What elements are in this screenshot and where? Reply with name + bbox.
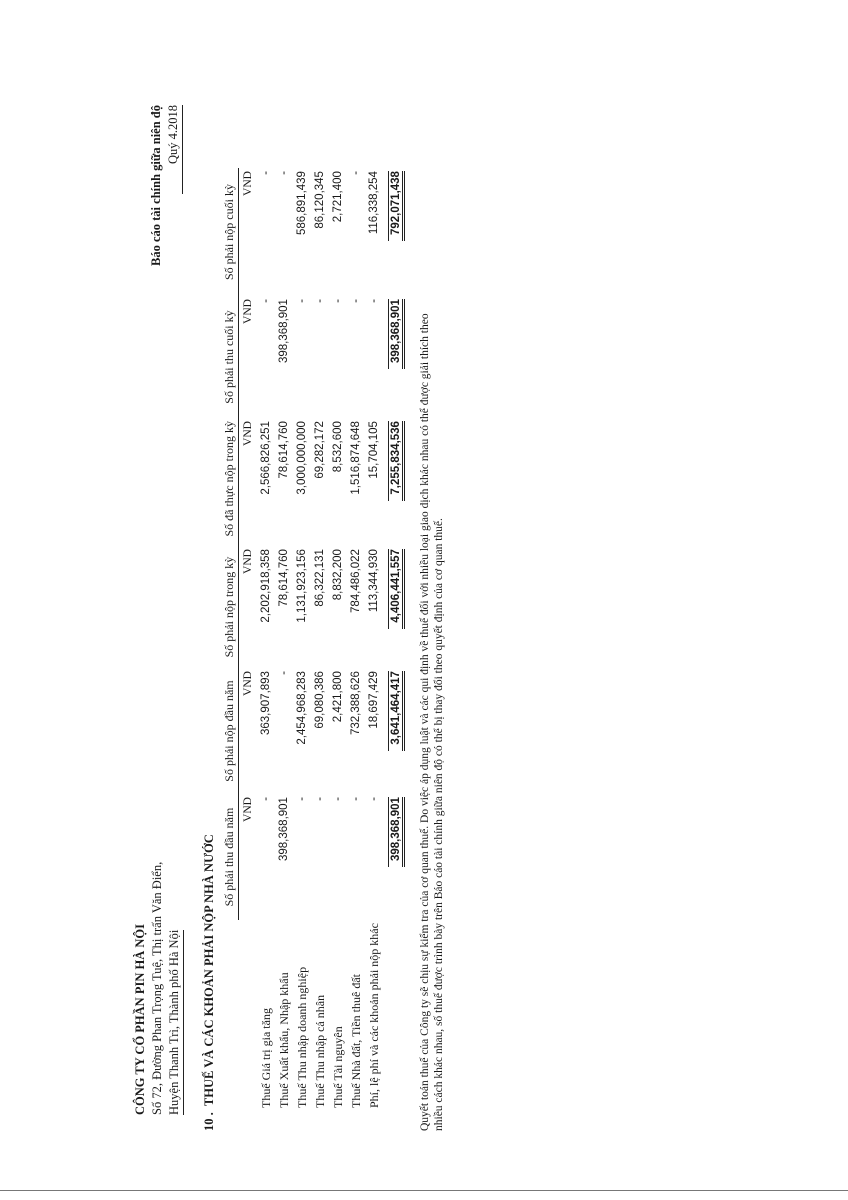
cell: 69,080,386 bbox=[314, 671, 326, 729]
cell: 732,388,626 bbox=[350, 671, 362, 735]
total-cell: 7,255,834,536 bbox=[388, 421, 405, 501]
table-row bbox=[257, 168, 275, 1111]
cell: 69,282,172 bbox=[314, 421, 326, 479]
company-name: CÔNG TY CỔ PHẦN PIN HÀ NỘI bbox=[133, 924, 147, 1115]
row-label: Thuế Giá trị gia tăng bbox=[258, 1008, 273, 1108]
cell: 8,532,600 bbox=[332, 421, 344, 473]
total-cell: 792,071,438 bbox=[388, 171, 405, 241]
cell: 2,721,400 bbox=[332, 171, 344, 223]
cell: - bbox=[350, 171, 362, 175]
cell: 78,614,760 bbox=[278, 549, 290, 607]
company-block bbox=[132, 862, 184, 1115]
table-row bbox=[347, 168, 365, 1111]
cell: 8,832,200 bbox=[332, 549, 344, 601]
unit-label: VND bbox=[239, 296, 258, 418]
note-line: Quyết toán thuế của Công ty sẽ chịu sự kiểm tra của cơ quan thuế. Do việc áp dụng luật và các qui định về thuế đối với nhiều loại giao dịch khác nhau có thể được giải thích theo bbox=[419, 313, 431, 1131]
row-label: Thuế Xuất khẩu, Nhập khẩu bbox=[276, 972, 291, 1108]
section-heading bbox=[202, 834, 217, 1131]
section-number: 10 . bbox=[202, 1112, 216, 1131]
company-address-line2: Huyện Thanh Trì, Thành phố Hà Nội bbox=[166, 930, 184, 1115]
column-header: Số phải nộp trong kỳ bbox=[222, 556, 236, 658]
cell: - bbox=[368, 299, 380, 303]
cell: 1,516,874,648 bbox=[350, 421, 362, 495]
cell: - bbox=[278, 171, 290, 175]
report-title: Báo cáo tài chính giữa niên độ bbox=[149, 105, 163, 266]
total-cell: 3,641,464,417 bbox=[388, 671, 405, 751]
cell: 1,131,923,156 bbox=[296, 549, 308, 623]
cell: - bbox=[278, 671, 290, 675]
note-line: nhiều cách khác nhau, số thuế được trình bày trên Báo cáo tài chính giữa niên độ có thể bị thay đổi theo quyết định của cơ quan thuế. bbox=[433, 518, 445, 1131]
total-cell: 398,368,901 bbox=[388, 797, 405, 867]
totals-row bbox=[383, 168, 405, 1111]
row-label: Phí, lệ phí và các khoản phải nộp khác bbox=[366, 923, 381, 1108]
table-row bbox=[329, 168, 347, 1111]
cell: 86,120,345 bbox=[314, 171, 326, 229]
cell: - bbox=[296, 299, 308, 303]
row-label: Thuế Thu nhập cá nhân bbox=[312, 994, 327, 1108]
cell: 2,566,826,251 bbox=[260, 421, 272, 495]
cell: 784,486,022 bbox=[350, 549, 362, 613]
table-row bbox=[293, 168, 311, 1111]
totals-label-blank bbox=[383, 920, 405, 1111]
cell: 2,202,918,358 bbox=[260, 549, 272, 623]
cell: - bbox=[260, 299, 272, 303]
table-header-row bbox=[218, 168, 239, 1111]
unit-label: VND bbox=[239, 418, 258, 546]
header-blank bbox=[218, 920, 239, 1111]
cell: 398,368,901 bbox=[278, 797, 290, 861]
cell: 116,338,254 bbox=[368, 171, 380, 235]
scan-edge-line bbox=[0, 1190, 848, 1191]
report-block bbox=[148, 105, 183, 266]
cell: - bbox=[332, 299, 344, 303]
company-address-line1: Số 72, Đường Phan Trọng Tuệ, Thị trấn Văn Điển, bbox=[150, 861, 164, 1115]
cell: - bbox=[296, 797, 308, 801]
cell: 86,322,131 bbox=[314, 549, 326, 607]
cell: 3,000,000,000 bbox=[296, 421, 308, 495]
unit-label: VND bbox=[239, 668, 258, 794]
cell: - bbox=[260, 171, 272, 175]
tax-note bbox=[418, 111, 446, 1131]
cell: - bbox=[332, 797, 344, 801]
table-row bbox=[365, 168, 383, 1111]
report-period: Quý 4.2018 bbox=[165, 105, 183, 194]
column-header: Số đã thực nộp trong kỳ bbox=[222, 421, 236, 537]
column-header: Số phải thu cuối kỳ bbox=[222, 310, 236, 404]
total-cell: 398,368,901 bbox=[388, 299, 405, 369]
cell: 363,907,893 bbox=[260, 671, 272, 735]
cell: - bbox=[314, 299, 326, 303]
table-row bbox=[275, 168, 293, 1111]
cell: - bbox=[368, 797, 380, 801]
section-title: THUẾ VÀ CÁC KHOẢN PHẢI NỘP NHÀ NƯỚC bbox=[202, 834, 216, 1107]
unit-label: VND bbox=[239, 546, 258, 668]
cell: 113,344,930 bbox=[368, 549, 380, 613]
cell: 18,697,429 bbox=[368, 671, 380, 729]
unit-label: VND bbox=[239, 794, 258, 920]
row-label: Thuế Tài nguyên bbox=[330, 1026, 345, 1108]
cell: 15,704,105 bbox=[368, 421, 380, 479]
cell: - bbox=[314, 797, 326, 801]
row-label: Thuế Thu nhập doanh nghiệp bbox=[294, 966, 309, 1108]
cell: 2,421,800 bbox=[332, 671, 344, 723]
tax-table bbox=[218, 168, 405, 1111]
total-cell: 4,406,441,557 bbox=[388, 549, 405, 629]
unit-label: VND bbox=[239, 168, 258, 296]
cell: - bbox=[350, 299, 362, 303]
cell: 398,368,901 bbox=[278, 299, 290, 363]
cell: 586,891,439 bbox=[296, 171, 308, 235]
cell: 2,454,968,283 bbox=[296, 671, 308, 745]
rotated-document-page bbox=[122, 95, 482, 1135]
column-header: Số phải nộp cuối kỳ bbox=[222, 184, 236, 281]
cell: - bbox=[350, 797, 362, 801]
unit-row bbox=[239, 168, 258, 1111]
cell: 78,614,760 bbox=[278, 421, 290, 479]
row-label: Thuế Nhà đất, Tiền thuê đất bbox=[348, 974, 363, 1108]
cell: - bbox=[260, 797, 272, 801]
column-header: Số phải thu đầu năm bbox=[222, 807, 236, 907]
table-row bbox=[311, 168, 329, 1111]
column-header: Số phải nộp đầu năm bbox=[222, 680, 236, 782]
